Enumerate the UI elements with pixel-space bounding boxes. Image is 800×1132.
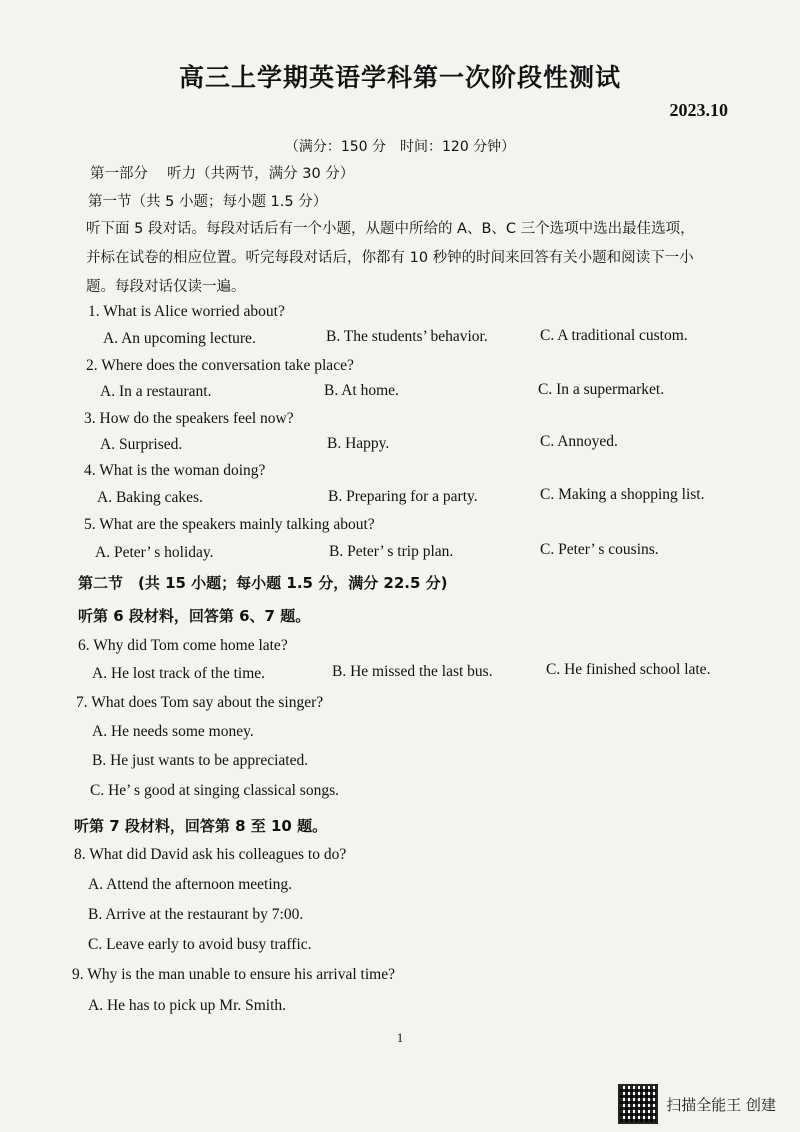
question-6: 6. Why did Tom come home late? (78, 637, 288, 654)
instruction-line: 题。每段对话仅读一遍。 (86, 279, 246, 295)
score-time-info: （满分：150 分 时间：120 分钟） (284, 139, 516, 155)
question-7: 7. What does Tom say about the singer? (76, 694, 324, 711)
instruction-line: 并标在试卷的相应位置。听完每段对话后，你都有 10 秒钟的时间来回答有关小题和阅读下一小 (86, 250, 694, 266)
option-c: C. In a supermarket. (538, 381, 665, 398)
question-3: 3. How do the speakers feel now? (84, 410, 294, 427)
option-a: A. Surprised. (100, 436, 183, 453)
option-a: A. Peter’ s holiday. (95, 544, 214, 561)
option-b: B. Peter’ s trip plan. (329, 543, 454, 560)
option-b: B. He missed the last bus. (332, 663, 493, 680)
material-7-instruction: 听第 7 段材料，回答第 8 至 10 题。 (74, 817, 328, 835)
watermark-label: 扫描全能王 创建 (666, 1095, 776, 1114)
section1-heading: 第一节（共 5 小题；每小题 1.5 分） (88, 194, 328, 210)
option-a: A. He needs some money. (92, 723, 254, 740)
option-a: A. An upcoming lecture. (103, 330, 256, 347)
question-4: 4. What is the woman doing? (84, 462, 266, 479)
part1-heading: 第一部分 听力（共两节，满分 30 分） (90, 166, 355, 182)
option-b: B. He just wants to be appreciated. (92, 752, 309, 769)
option-c: C. Peter’ s cousins. (540, 541, 659, 558)
option-c: C. Making a shopping list. (540, 486, 705, 503)
question-2: 2. Where does the conversation take place? (86, 357, 354, 374)
option-b: B. Preparing for a party. (328, 488, 478, 505)
option-c: C. A traditional custom. (540, 327, 688, 344)
page-title: 高三上学期英语学科第一次阶段性测试 (178, 63, 621, 92)
option-c: C. Annoyed. (540, 433, 618, 450)
option-a: A. He lost track of the time. (92, 665, 266, 682)
instruction-line: 听下面 5 段对话。每段对话后有一个小题，从题中所给的 A、B、C 三个选项中选出最佳选项， (86, 221, 695, 237)
option-b: B. The students’ behavior. (326, 328, 488, 345)
scanner-watermark (618, 1084, 776, 1124)
option-b: B. Happy. (327, 435, 390, 452)
page-number: 1 (396, 1030, 404, 1045)
option-b: B. At home. (324, 382, 399, 399)
option-c: C. He finished school late. (546, 661, 711, 678)
option-c: C. He’ s good at singing classical songs. (90, 782, 339, 799)
option-a: A. Baking cakes. (97, 489, 203, 506)
exam-date: 2023.10 (669, 100, 728, 120)
option-a: A. Attend the afternoon meeting. (88, 876, 293, 893)
question-9: 9. Why is the man unable to ensure his arrival time? (72, 966, 395, 983)
question-8: 8. What did David ask his colleagues to do? (74, 846, 347, 863)
option-a: A. In a restaurant. (100, 383, 212, 400)
option-c: C. Leave early to avoid busy traffic. (88, 936, 312, 953)
section2-heading: 第二节 (共 15 小题；每小题 1.5 分，满分 22.5 分) (78, 574, 448, 592)
qr-code-icon (618, 1084, 658, 1124)
option-b: B. Arrive at the restaurant by 7:00. (88, 906, 304, 923)
question-5: 5. What are the speakers mainly talking about? (84, 516, 375, 533)
question-1: 1. What is Alice worried about? (88, 303, 285, 320)
material-6-instruction: 听第 6 段材料，回答第 6、7 题。 (78, 607, 311, 625)
option-a: A. He has to pick up Mr. Smith. (88, 997, 287, 1014)
